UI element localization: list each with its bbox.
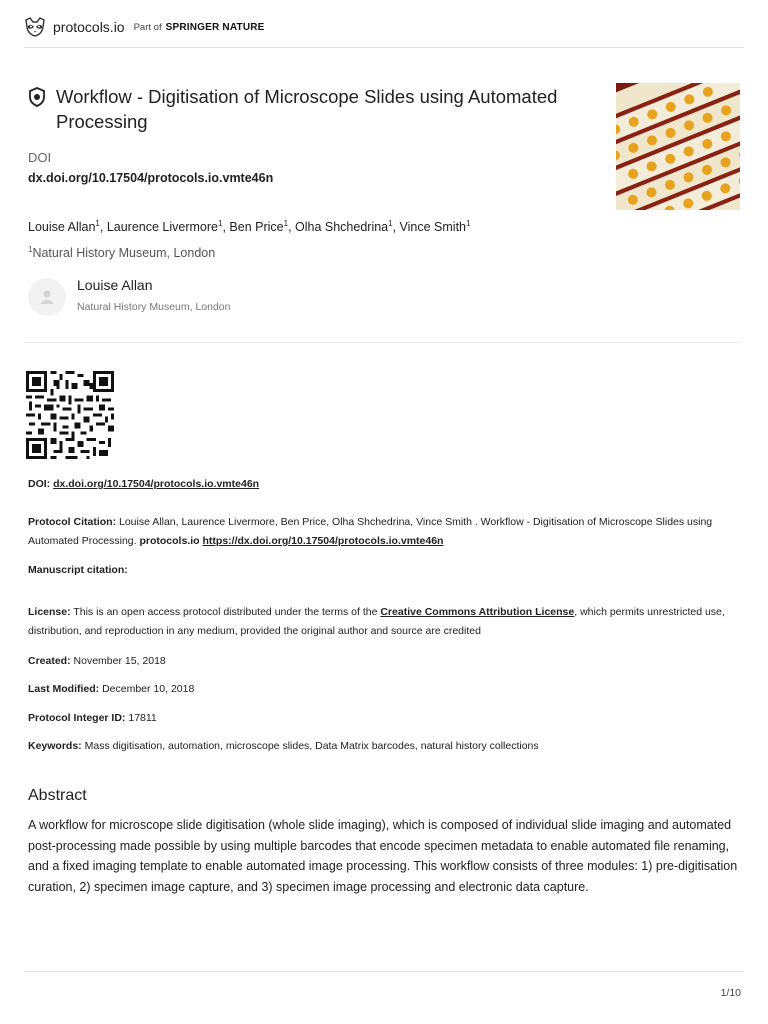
author-name[interactable]: Laurence Livermore: [106, 220, 218, 235]
affiliation: [28, 245, 215, 260]
protocol-title: Workflow - Digitisation of Microscope Slides using Automated Processing: [56, 86, 558, 132]
author-name[interactable]: Ben Price: [229, 220, 284, 235]
avatar[interactable]: [28, 278, 66, 316]
license-label: License:: [28, 606, 71, 618]
author-superscript: 1: [388, 219, 393, 228]
qr-code-image: [26, 371, 114, 459]
integer-id-label: Protocol Integer ID:: [28, 712, 126, 724]
creator-affiliation: Natural History Museum, London: [77, 301, 231, 313]
doi-label: DOI: [28, 150, 52, 165]
publisher-name: SPRINGER NATURE: [165, 21, 265, 33]
last-modified-date: [28, 680, 740, 699]
license-link[interactable]: Creative Commons Attribution License: [380, 606, 575, 618]
created-label: Created:: [28, 655, 71, 667]
protocol-integer-id: [28, 709, 740, 728]
last-modified-value: December 10, 2018: [99, 683, 195, 695]
author-superscript: 1: [218, 219, 223, 228]
last-modified-label: Last Modified:: [28, 683, 100, 695]
license-text: This is an open access protocol distributed under the terms of the: [70, 606, 381, 618]
footer-divider: [24, 971, 744, 972]
created-value: November 15, 2018: [70, 655, 166, 667]
keywords: [28, 737, 740, 756]
raccoon-logo-icon[interactable]: [24, 17, 46, 37]
citation-text: Louise Allan, Laurence Livermore, Ben Price, Olha Shchedrina, Vince Smith . Workflow - Digitisation of Microscope Slides using Automated Processing.: [28, 516, 713, 547]
keywords-label: Keywords:: [28, 740, 82, 752]
keywords-value: Mass digitisation, automation, microscope slides, Data Matrix barcodes, natural history collections: [81, 740, 539, 752]
author-list: Louise Allan$^1$, Laurence Livermore$^1$, Ben Price$^1$, Olha Shchedrina$^1$, Vince Smith$^1$: [28, 219, 471, 235]
author-superscript: 1: [466, 219, 471, 228]
author-superscript: 1: [283, 219, 289, 228]
doi-line: [28, 475, 740, 494]
part-of-label: Part of: [133, 21, 162, 33]
doi-line-link[interactable]: dx.doi.org/10.17504/protocols.io.vmte46n: [53, 478, 260, 490]
title-row: [28, 84, 588, 134]
affiliation-superscript: 1: [28, 245, 33, 254]
manuscript-citation-label: Manuscript citation:: [28, 564, 128, 576]
protocol-thumbnail-image: [616, 83, 740, 210]
citation-label: Protocol Citation:: [28, 516, 117, 528]
header-divider: [24, 47, 744, 48]
page-number: 1/10: [720, 987, 741, 999]
doi-line-label: DOI:: [28, 478, 51, 490]
shield-icon: [28, 87, 46, 107]
citation-link[interactable]: https://dx.doi.org/10.17504/protocols.io.vmte46n: [202, 535, 444, 547]
license: [28, 603, 740, 641]
abstract-body: A workflow for microscope slide digitisation (whole slide imaging), which is composed of individual slide imaging and automated post-processing made possible by using multiple barcodes that encode specimen metadata to enable automated file renaming, and a fixed imaging template to enable automated image processing. This workflow consists of three modules: 1) pre-digitisation curation, 2) specimen image capture, and 3) specimen image processing and electronic data capture.: [28, 818, 738, 894]
author-superscript: 1: [95, 219, 100, 228]
user-icon: [38, 288, 56, 306]
created-date: [28, 652, 740, 671]
affiliation-text: Natural History Museum, London: [32, 246, 216, 261]
abstract-heading: Abstract: [28, 787, 87, 804]
doi-link[interactable]: dx.doi.org/10.17504/protocols.io.vmte46n: [28, 171, 274, 185]
brand-name[interactable]: protocols.io: [53, 19, 125, 35]
top-bar: [24, 14, 265, 40]
author-name[interactable]: Vince Smith: [399, 220, 467, 235]
author-name[interactable]: Louise Allan: [28, 220, 96, 235]
license-text-end: , which permits unrestricted use, distribution, and reproduction in any medium, provided the original author and source are credited: [28, 606, 725, 637]
citation-source: protocols.io: [139, 535, 200, 547]
creator-name[interactable]: Louise Allan: [77, 277, 153, 293]
protocol-citation: [28, 513, 740, 551]
manuscript-citation: [28, 561, 740, 580]
section-divider: [24, 342, 740, 343]
author-name[interactable]: Olha Shchedrina: [295, 220, 389, 235]
integer-id-value: 17811: [125, 712, 157, 724]
